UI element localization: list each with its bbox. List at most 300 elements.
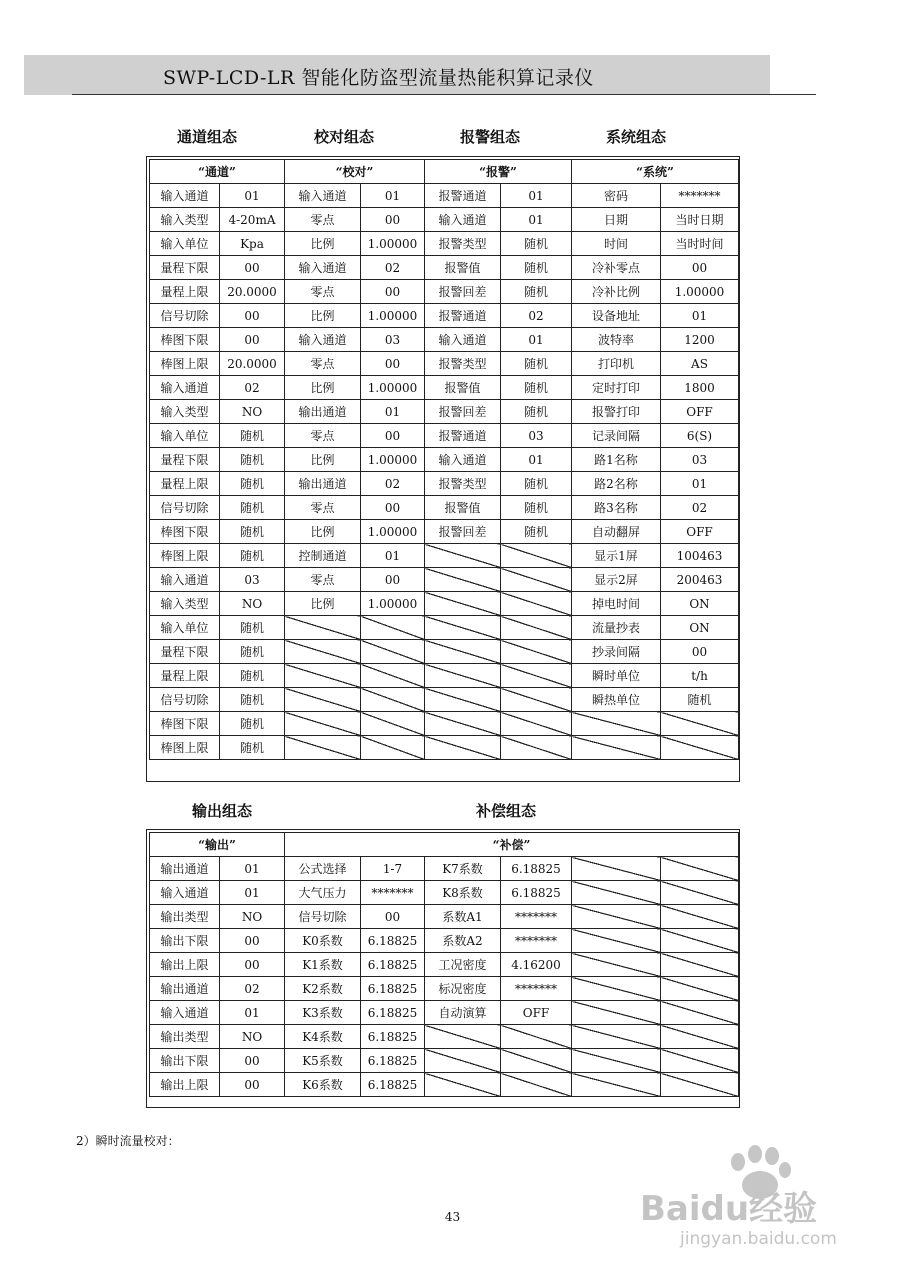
table-row	[150, 1049, 739, 1073]
watermark-url: jingyan.baidu.com	[680, 1229, 837, 1249]
calibration-param-label: 零点	[285, 352, 361, 376]
table-row	[150, 640, 739, 664]
calibration-param-label: 输入通道	[285, 328, 361, 352]
channel-param-label: 量程下限	[150, 256, 220, 280]
section-title-channel: 通道组态	[177, 128, 238, 146]
system-param-label: 定时打印	[572, 376, 661, 400]
empty-cell	[285, 616, 361, 640]
table-row	[150, 688, 739, 712]
page-number: 43	[444, 1210, 461, 1224]
channel-param-label: 输入类型	[150, 592, 220, 616]
channel-param-value: 随机	[220, 688, 285, 712]
empty-cell	[285, 640, 361, 664]
channel-param-label: 棒图下限	[150, 520, 220, 544]
section-title-calibration: 校对组态	[314, 128, 375, 146]
compensation-param-label: K6系数	[285, 1073, 361, 1097]
channel-param-value: 随机	[220, 448, 285, 472]
empty-cell	[501, 712, 572, 736]
calibration-param-label: 零点	[285, 424, 361, 448]
alarm-param-label: 报警值	[425, 256, 501, 280]
compensation-param-value: 6.18825	[361, 1001, 425, 1025]
table-row	[150, 424, 739, 448]
channel-param-value: 随机	[220, 712, 285, 736]
channel-param-value: 随机	[220, 664, 285, 688]
calibration-param-value: 03	[361, 328, 425, 352]
table-row	[150, 448, 739, 472]
compensation-param-label: 系数A1	[425, 905, 501, 929]
empty-cell	[285, 688, 361, 712]
calibration-param-value: 00	[361, 424, 425, 448]
channel-param-value: 02	[220, 376, 285, 400]
system-param-label: 日期	[572, 208, 661, 232]
alarm-param-value: 01	[501, 328, 572, 352]
channel-param-label: 输入通道	[150, 184, 220, 208]
system-param-label: 掉电时间	[572, 592, 661, 616]
system-param-label: 冷补比例	[572, 280, 661, 304]
table-row	[150, 568, 739, 592]
output-param-label: 输出下限	[150, 929, 220, 953]
empty-cell	[661, 1073, 739, 1097]
alarm-param-label: 输入通道	[425, 328, 501, 352]
table-row	[150, 592, 739, 616]
table-row	[150, 280, 739, 304]
watermark-brand: Baidu经验	[640, 1189, 818, 1229]
channel-param-value: NO	[220, 400, 285, 424]
table-row	[150, 616, 739, 640]
table-row	[150, 232, 739, 256]
system-param-label: 显示1屏	[572, 544, 661, 568]
system-param-value: 6(S)	[661, 424, 739, 448]
calibration-param-label: 输出通道	[285, 400, 361, 424]
channel-param-label: 输入单位	[150, 616, 220, 640]
empty-cell	[425, 592, 501, 616]
channel-param-label: 量程下限	[150, 640, 220, 664]
table-row	[150, 256, 739, 280]
header-channel: “通道”	[150, 160, 285, 184]
calibration-param-value: 1.00000	[361, 304, 425, 328]
empty-cell	[661, 1001, 739, 1025]
channel-param-label: 输入类型	[150, 208, 220, 232]
output-param-value: NO	[220, 1025, 285, 1049]
channel-param-label: 信号切除	[150, 688, 220, 712]
calibration-param-value: 00	[361, 208, 425, 232]
channel-param-value: 随机	[220, 472, 285, 496]
alarm-param-value: 随机	[501, 376, 572, 400]
channel-param-label: 量程上限	[150, 280, 220, 304]
calibration-param-label: 比例	[285, 448, 361, 472]
alarm-param-label: 报警值	[425, 376, 501, 400]
system-param-label: 设备地址	[572, 304, 661, 328]
table-row	[150, 352, 739, 376]
system-param-label: 显示2屏	[572, 568, 661, 592]
system-param-value: t/h	[661, 664, 739, 688]
header-calibration: “校对”	[285, 160, 425, 184]
alarm-param-label: 输入通道	[425, 208, 501, 232]
system-param-label: 记录间隔	[572, 424, 661, 448]
system-param-value: AS	[661, 352, 739, 376]
calibration-param-label: 零点	[285, 208, 361, 232]
system-param-value: 00	[661, 256, 739, 280]
system-param-value: 1800	[661, 376, 739, 400]
channel-param-value: 20.0000	[220, 280, 285, 304]
channel-param-value: 随机	[220, 736, 285, 760]
channel-param-label: 输入单位	[150, 424, 220, 448]
compensation-param-value: *******	[501, 929, 572, 953]
alarm-param-value: 随机	[501, 256, 572, 280]
alarm-param-value: 随机	[501, 352, 572, 376]
empty-cell	[425, 664, 501, 688]
channel-param-label: 输入类型	[150, 400, 220, 424]
channel-param-value: 03	[220, 568, 285, 592]
empty-cell	[501, 1025, 572, 1049]
section-title-output: 输出组态	[192, 802, 253, 820]
table-row	[150, 520, 739, 544]
channel-param-label: 量程下限	[150, 448, 220, 472]
alarm-param-value: 随机	[501, 232, 572, 256]
compensation-param-label: K2系数	[285, 977, 361, 1001]
channel-param-value: Kpa	[220, 232, 285, 256]
compensation-param-label: K5系数	[285, 1049, 361, 1073]
alarm-param-value: 01	[501, 184, 572, 208]
alarm-param-value: 随机	[501, 496, 572, 520]
table-row	[150, 953, 739, 977]
alarm-param-value: 随机	[501, 400, 572, 424]
header-compensation: “补偿”	[285, 833, 739, 857]
empty-cell	[425, 1073, 501, 1097]
table-row	[150, 905, 739, 929]
system-param-value: OFF	[661, 400, 739, 424]
system-param-value: ON	[661, 616, 739, 640]
empty-cell	[501, 616, 572, 640]
channel-param-value: 随机	[220, 424, 285, 448]
alarm-param-label: 报警通道	[425, 184, 501, 208]
alarm-param-value: 01	[501, 208, 572, 232]
header-output: “输出”	[150, 833, 285, 857]
alarm-param-value: 02	[501, 304, 572, 328]
table-row	[150, 472, 739, 496]
compensation-param-value: 6.18825	[361, 929, 425, 953]
system-param-value: 00	[661, 640, 739, 664]
empty-cell	[285, 712, 361, 736]
output-param-value: 00	[220, 1073, 285, 1097]
compensation-param-value: 6.18825	[501, 881, 572, 905]
table-row	[150, 736, 739, 760]
empty-cell	[285, 664, 361, 688]
channel-param-value: 00	[220, 328, 285, 352]
header-rule	[72, 94, 816, 95]
empty-cell	[361, 688, 425, 712]
compensation-param-label: K4系数	[285, 1025, 361, 1049]
compensation-param-value: OFF	[501, 1001, 572, 1025]
empty-cell	[661, 1049, 739, 1073]
calibration-param-value: 1.00000	[361, 376, 425, 400]
table-row	[150, 304, 739, 328]
empty-cell	[425, 616, 501, 640]
compensation-param-value: 1-7	[361, 857, 425, 881]
channel-param-label: 棒图上限	[150, 352, 220, 376]
section-title-compensation: 补偿组态	[476, 802, 537, 820]
empty-cell	[572, 1073, 661, 1097]
output-param-label: 输出上限	[150, 953, 220, 977]
system-param-value: 100463	[661, 544, 739, 568]
empty-cell	[425, 1049, 501, 1073]
calibration-param-label: 控制通道	[285, 544, 361, 568]
compensation-param-value: 6.18825	[501, 857, 572, 881]
channel-param-label: 输入通道	[150, 568, 220, 592]
channel-param-label: 量程上限	[150, 472, 220, 496]
empty-cell	[361, 736, 425, 760]
compensation-param-label: 自动演算	[425, 1001, 501, 1025]
compensation-param-label: 标况密度	[425, 977, 501, 1001]
compensation-param-label: K3系数	[285, 1001, 361, 1025]
output-param-value: NO	[220, 905, 285, 929]
calibration-param-value: 1.00000	[361, 520, 425, 544]
calibration-param-label: 比例	[285, 304, 361, 328]
calibration-param-label: 比例	[285, 592, 361, 616]
table-row	[150, 881, 739, 905]
system-param-value: 200463	[661, 568, 739, 592]
footnote: 2）瞬时流量校对：	[76, 1134, 180, 1148]
output-param-label: 输出上限	[150, 1073, 220, 1097]
output-param-label: 输入通道	[150, 1001, 220, 1025]
calibration-param-label: 输入通道	[285, 256, 361, 280]
channel-param-label: 输入单位	[150, 232, 220, 256]
system-param-label: 抄录间隔	[572, 640, 661, 664]
table-row	[150, 184, 739, 208]
system-param-label: 冷补零点	[572, 256, 661, 280]
table-row	[150, 400, 739, 424]
table-row	[150, 929, 739, 953]
system-param-value: 当时时间	[661, 232, 739, 256]
compensation-param-value: 00	[361, 905, 425, 929]
table-row	[150, 664, 739, 688]
alarm-param-label: 报警回差	[425, 280, 501, 304]
calibration-param-value: 02	[361, 256, 425, 280]
compensation-param-value: *******	[501, 977, 572, 1001]
output-param-label: 输出通道	[150, 977, 220, 1001]
empty-cell	[361, 712, 425, 736]
alarm-param-value: 随机	[501, 280, 572, 304]
section-title-system: 系统组态	[606, 128, 667, 146]
empty-cell	[661, 977, 739, 1001]
calibration-param-label: 零点	[285, 496, 361, 520]
empty-cell	[501, 736, 572, 760]
alarm-param-label: 报警通道	[425, 304, 501, 328]
channel-param-value: 随机	[220, 520, 285, 544]
table-row	[150, 376, 739, 400]
system-param-label: 报警打印	[572, 400, 661, 424]
channel-param-label: 量程上限	[150, 664, 220, 688]
compensation-param-label: 工况密度	[425, 953, 501, 977]
alarm-param-label: 报警通道	[425, 424, 501, 448]
compensation-param-value: 6.18825	[361, 1073, 425, 1097]
empty-cell	[572, 857, 661, 881]
empty-cell	[572, 1049, 661, 1073]
table-row	[150, 857, 739, 881]
system-param-label: 波特率	[572, 328, 661, 352]
calibration-param-value: 01	[361, 400, 425, 424]
empty-cell	[425, 688, 501, 712]
alarm-param-value: 01	[501, 448, 572, 472]
channel-param-value: NO	[220, 592, 285, 616]
output-param-label: 输出类型	[150, 1025, 220, 1049]
system-param-label: 自动翻屏	[572, 520, 661, 544]
system-param-value: 1200	[661, 328, 739, 352]
calibration-param-label: 零点	[285, 568, 361, 592]
empty-cell	[661, 929, 739, 953]
system-param-value: 01	[661, 472, 739, 496]
system-param-label: 流量抄表	[572, 616, 661, 640]
empty-cell	[572, 905, 661, 929]
output-param-label: 输入通道	[150, 881, 220, 905]
empty-cell	[572, 929, 661, 953]
empty-cell	[572, 1025, 661, 1049]
compensation-param-label: K8系数	[425, 881, 501, 905]
alarm-param-label: 报警类型	[425, 472, 501, 496]
empty-cell	[501, 1073, 572, 1097]
empty-cell	[425, 544, 501, 568]
empty-cell	[661, 736, 739, 760]
system-param-value: 1.00000	[661, 280, 739, 304]
system-param-value: 随机	[661, 688, 739, 712]
empty-cell	[361, 640, 425, 664]
output-param-value: 00	[220, 929, 285, 953]
system-param-value: *******	[661, 184, 739, 208]
calibration-param-value: 01	[361, 544, 425, 568]
calibration-param-label: 零点	[285, 280, 361, 304]
empty-cell	[572, 977, 661, 1001]
table-row	[150, 977, 739, 1001]
system-param-label: 瞬热单位	[572, 688, 661, 712]
alarm-param-label: 报警回差	[425, 520, 501, 544]
channel-param-value: 01	[220, 184, 285, 208]
compensation-param-value: 6.18825	[361, 1025, 425, 1049]
output-param-value: 01	[220, 857, 285, 881]
table-row	[150, 328, 739, 352]
channel-param-label: 信号切除	[150, 496, 220, 520]
document-title: SWP-LCD-LR 智能化防盗型流量热能积算记录仪	[163, 67, 594, 89]
system-param-label: 路3名称	[572, 496, 661, 520]
channel-param-value: 随机	[220, 640, 285, 664]
empty-cell	[501, 664, 572, 688]
channel-param-value: 4-20mA	[220, 208, 285, 232]
alarm-param-label: 报警值	[425, 496, 501, 520]
channel-param-label: 输入通道	[150, 376, 220, 400]
table-header-row	[150, 833, 739, 857]
channel-param-label: 棒图上限	[150, 544, 220, 568]
output-param-value: 00	[220, 1049, 285, 1073]
alarm-param-value: 随机	[501, 520, 572, 544]
table-row	[150, 496, 739, 520]
empty-cell	[501, 1049, 572, 1073]
system-param-value: 03	[661, 448, 739, 472]
empty-cell	[501, 568, 572, 592]
empty-cell	[572, 736, 661, 760]
compensation-param-value: 4.16200	[501, 953, 572, 977]
channel-param-value: 随机	[220, 496, 285, 520]
output-param-value: 00	[220, 953, 285, 977]
calibration-param-value: 00	[361, 568, 425, 592]
system-param-label: 时间	[572, 232, 661, 256]
empty-cell	[501, 592, 572, 616]
calibration-param-value: 1.00000	[361, 592, 425, 616]
alarm-param-label: 输入通道	[425, 448, 501, 472]
system-param-value: OFF	[661, 520, 739, 544]
compensation-param-value: 6.18825	[361, 953, 425, 977]
output-param-value: 01	[220, 881, 285, 905]
channel-param-value: 00	[220, 256, 285, 280]
header-alarm: “报警”	[425, 160, 572, 184]
calibration-param-label: 输入通道	[285, 184, 361, 208]
output-param-label: 输出通道	[150, 857, 220, 881]
empty-cell	[285, 736, 361, 760]
table-row	[150, 1025, 739, 1049]
calibration-param-label: 比例	[285, 376, 361, 400]
system-param-label: 路1名称	[572, 448, 661, 472]
compensation-param-label: 信号切除	[285, 905, 361, 929]
system-param-label: 打印机	[572, 352, 661, 376]
system-param-value: 01	[661, 304, 739, 328]
compensation-param-label: 系数A2	[425, 929, 501, 953]
calibration-param-label: 输出通道	[285, 472, 361, 496]
calibration-param-value: 00	[361, 352, 425, 376]
channel-param-label: 棒图下限	[150, 328, 220, 352]
empty-cell	[501, 640, 572, 664]
compensation-param-value: *******	[501, 905, 572, 929]
output-param-label: 输出下限	[150, 1049, 220, 1073]
empty-cell	[661, 905, 739, 929]
calibration-param-value: 1.00000	[361, 448, 425, 472]
compensation-param-value: 6.18825	[361, 977, 425, 1001]
channel-param-label: 棒图下限	[150, 712, 220, 736]
system-param-value: 02	[661, 496, 739, 520]
compensation-param-label: K1系数	[285, 953, 361, 977]
channel-param-value: 随机	[220, 544, 285, 568]
empty-cell	[661, 953, 739, 977]
table-header-row	[150, 160, 739, 184]
alarm-param-value: 03	[501, 424, 572, 448]
calibration-param-value: 00	[361, 496, 425, 520]
compensation-param-value: *******	[361, 881, 425, 905]
empty-cell	[425, 1025, 501, 1049]
channel-param-value: 00	[220, 304, 285, 328]
alarm-param-label: 报警类型	[425, 232, 501, 256]
header-system: “系统”	[572, 160, 739, 184]
compensation-param-label: 公式选择	[285, 857, 361, 881]
channel-param-label: 信号切除	[150, 304, 220, 328]
empty-cell	[425, 640, 501, 664]
empty-cell	[425, 736, 501, 760]
channel-param-value: 随机	[220, 616, 285, 640]
calibration-param-value: 01	[361, 184, 425, 208]
table-row	[150, 208, 739, 232]
empty-cell	[572, 712, 661, 736]
empty-cell	[661, 1025, 739, 1049]
alarm-param-value: 随机	[501, 472, 572, 496]
empty-cell	[361, 664, 425, 688]
alarm-param-label: 报警回差	[425, 400, 501, 424]
table-row	[150, 544, 739, 568]
system-param-label: 路2名称	[572, 472, 661, 496]
empty-cell	[501, 544, 572, 568]
output-param-label: 输出类型	[150, 905, 220, 929]
empty-cell	[661, 881, 739, 905]
calibration-param-value: 02	[361, 472, 425, 496]
empty-cell	[572, 1001, 661, 1025]
empty-cell	[425, 712, 501, 736]
output-param-value: 02	[220, 977, 285, 1001]
empty-cell	[361, 616, 425, 640]
